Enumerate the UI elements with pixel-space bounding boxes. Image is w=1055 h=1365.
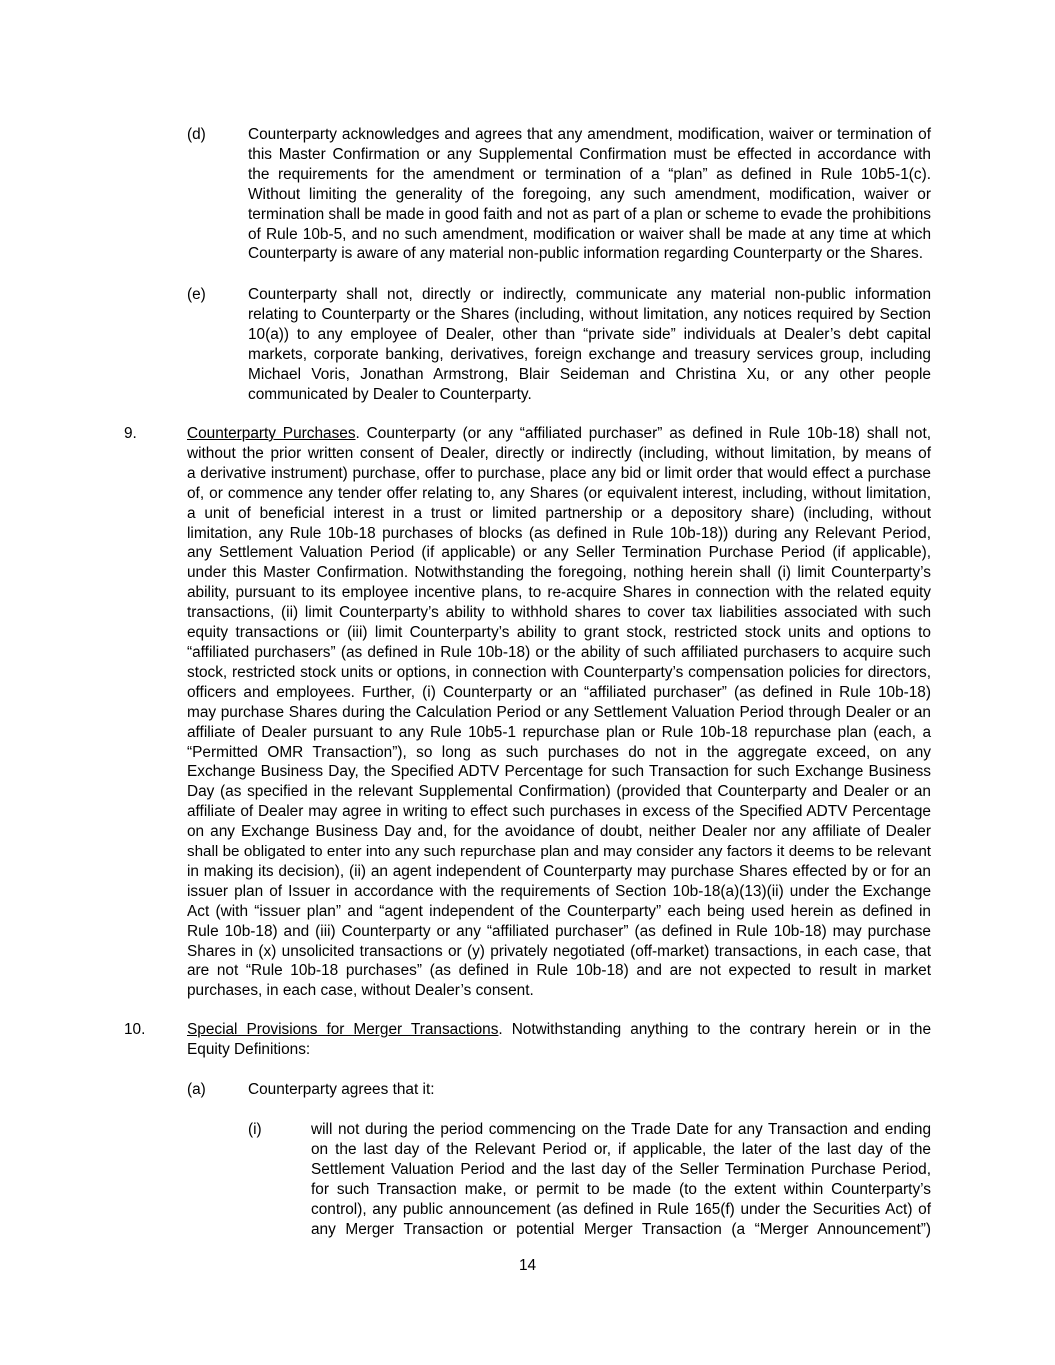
paragraph-a-i: will not during the period commencing on the Trade Date for any Transaction and ending on the last day of the Relevant Period or, if applicable, the later of the last day of the Settlement Valuation Period and the last day of the Seller Termination Purchase Period, for such Transaction make, or permit to be made (to the extent within Counterparty’s control), any public announcement (as defined in Rule 165(f) under the Securities Act) of any Merger Transaction or potential Merger Transaction (a “Merger Announcement”) (311, 1121, 931, 1238)
paragraph-e: Counterparty shall not, directly or indirectly, communicate any material non-public information relating to Counterparty or the Shares (including, without limitation, any notices required by Section 10(a)) to any employee of Dealer, other than “private side” individuals at Dealer’s debt capital markets, corporate banking, derivatives, foreign exchange and treasury services group, including Michael Voris, Jonathan Armstrong, Blair Seideman and Christina Xu, or any other people communicated by Dealer to Counterparty. (248, 286, 931, 403)
section-9-counterparty-purchases: Counterparty Purchases. Counterparty (or any “affiliated purchaser” as defined in Rule 10b-18) shall not, without the prior written consent of Dealer, directly or indirectly (including, without limitation, by means of a derivative instrument) purchase, offer to purchase, place any bid or limit order that would effect a purchase of, or commence any tender offer relating to, any Shares (or equivalent interest, including, without limitation, a unit of beneficial interest in a trust or limited partnership or a depository share) (including, without limitation, any Rule 10b-18 purchases of blocks (as defined in Rule 10b-18)) during any Relevant Period, any Settlement Valuation Period (if applicable) or any Seller Termination Purchase Period (if applicable), under this Master Confirmation. Notwithstanding the foregoing, nothing herein shall (i) limit Counterparty’s ability, pursuant to its employee incentive plans, to re-acquire Shares in connection with the related equity transactions, (ii) limit Counterparty’s ability to withhold shares to cover tax liabilities associated with such equity transactions or (iii) limit Counterparty’s ability to grant stock, restricted stock units and options to “affiliated purchasers” (as defined in Rule 10b-18) or the ability of such affiliated purchasers to acquire such stock, restricted stock units or options, in connection with Counterparty’s compensation policies for directors, officers and employees. Further, (i) Counterparty or an “affiliated purchaser” (as defined in Rule 10b-18) may purchase Shares during the Calculation Period or any Settlement Valuation Period through Dealer or an affiliate of Dealer pursuant to any Rule 10b5-1 repurchase plan or Rule 10b-18 repurchase plan (each, a “Permitted OMR Transaction”), so long as such purchases do not in the aggregate exceed, on any Exchange Business Day, the Specified ADTV Percentage for such Transaction for such Exchange Business Day (as specified in the relevant Supplemental Confirmation) (provided that Counterparty and Dealer or an affiliate of Dealer may agree in writing to effect such purchases in excess of the Specified ADTV Percentage on any Exchange Business Day and, for the avoidance of doubt, neither Dealer nor any affiliate of Dealer shall be obligated to enter into any such repurchase plan and may consider any factors it deems to be relevant in making its decision), (ii) an agent independent of Counterparty may purchase Shares effected by or for an issuer plan of Issuer in accordance with the requirements of Section 10b-18(a)(13)(ii) under the Exchange Act (with “issuer plan” and “agent independent of the Counterparty” each being used herein as defined in Rule 10b-18) and (iii) Counterparty or any “affiliated purchaser” (as defined in Rule 10b-18) may purchase Shares in (x) unsolicited transactions or (y) privately negotiated (off-market) transactions, in each case, that are not “Rule 10b-18 purchases” (as defined in Rule 10b-18) and are not expected to result in market purchases, in each case, without Dealer’s consent. (187, 425, 931, 1000)
item-label: (i) (248, 1121, 262, 1138)
section-heading: Special Provisions for Merger Transactions (187, 1021, 499, 1038)
paragraph-a: Counterparty agrees that it: (248, 1081, 435, 1098)
section-number: 9. (124, 425, 137, 442)
item-label: (a) (187, 1081, 206, 1098)
section-10-merger-transactions: Special Provisions for Merger Transactions. Notwithstanding anything to the contrary herein or in the Equity Definitions: (187, 1021, 932, 1058)
page-number: 14 (518, 1257, 537, 1274)
section-heading: Counterparty Purchases (187, 425, 356, 442)
section-number: 10. (124, 1021, 146, 1038)
paragraph-d: Counterparty acknowledges and agrees that any amendment, modification, waiver or termination of this Master Confirmation or any Supplemental Confirmation must be effected in accordance with the requirements for the amendment or termination of a “plan” as defined in Rule 10b5-1(c). Without limiting the generality of the foregoing, any such amendment, modification, waiver or termination shall be made in good faith and not as part of a plan or scheme to evade the prohibitions of Rule 10b-5, and no such amendment, modification or waiver shall be made at any time at which Counterparty is aware of any material non-public information regarding Counterparty or the Shares. (248, 126, 931, 263)
item-label: (e) (187, 286, 206, 303)
item-label: (d) (187, 126, 206, 143)
